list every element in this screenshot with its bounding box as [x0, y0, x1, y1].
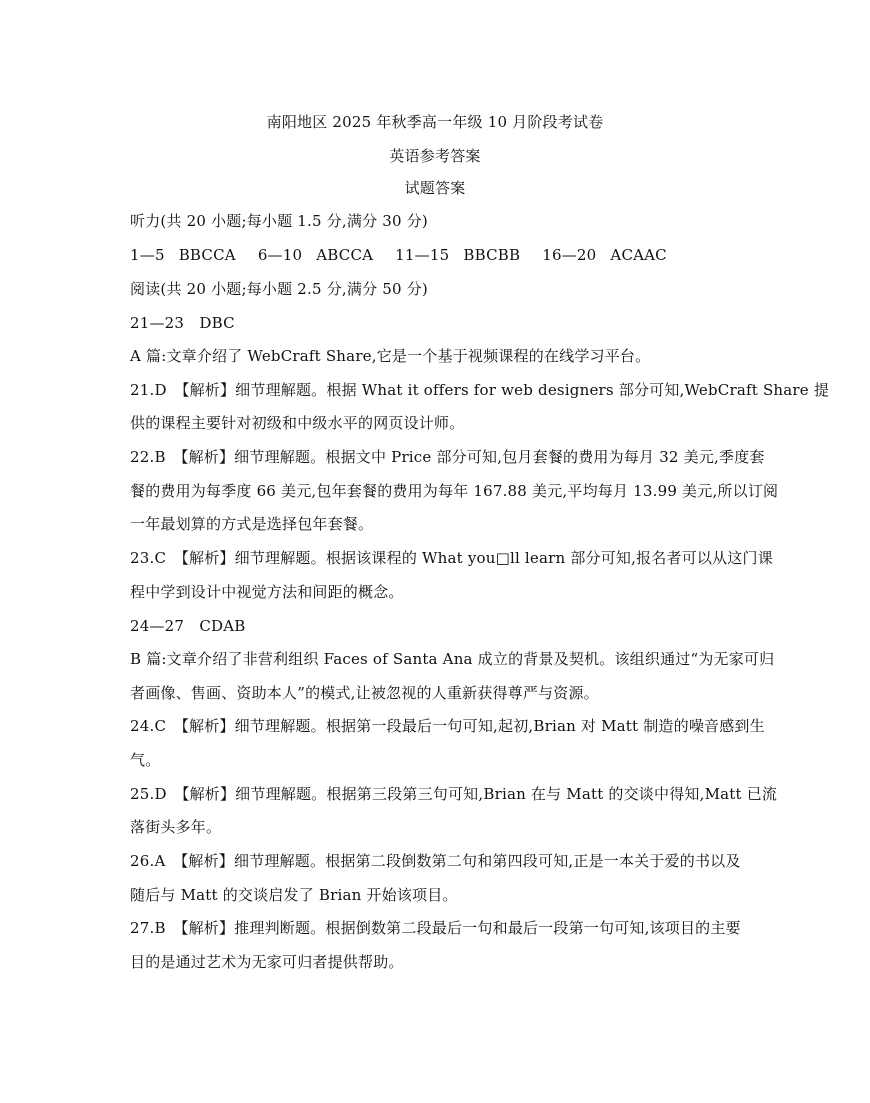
explanation-line: 气。	[130, 751, 161, 769]
passage-summary: A 篇:文章介绍了 WebCraft Share,它是一个基于视频课程的在线学习平台。	[130, 347, 651, 365]
explanation-line: 餐的费用为每季度 66 美元,包年套餐的费用为每年 167.88 美元,平均每月 13.99 美元,所以订阅	[130, 482, 779, 500]
explanation-line: 目的是通过艺术为无家可归者提供帮助。	[130, 953, 404, 971]
explanation-line: 落街头多年。	[130, 818, 222, 836]
passage-summary: 者画像、售画、资助本人”的模式,让被忽视的人重新获得尊严与资源。	[130, 684, 599, 702]
answer-range-line: 21—23 DBC	[130, 314, 235, 332]
explanation-line: 22.B 【解析】细节理解题。根据文中 Price 部分可知,包月套餐的费用为每月 32 美元,季度套	[130, 448, 765, 466]
answer-key: BBCCA	[178, 246, 236, 264]
explanation-line: 随后与 Matt 的交谈启发了 Brian 开始该项目。	[130, 886, 458, 904]
explanation-line: 供的课程主要针对初级和中级水平的网页设计师。	[130, 414, 465, 432]
reading-heading: 阅读(共 20 小题;每小题 2.5 分,满分 50 分)	[130, 280, 428, 298]
answer-key: ACAAC	[610, 246, 667, 264]
explanation-line: 24.C 【解析】细节理解题。根据第一段最后一句可知,起初,Brian 对 Matt 制造的噪音感到生	[130, 717, 765, 735]
answer-range-line: 24—27 CDAB	[130, 617, 246, 635]
explanation-line: 26.A 【解析】细节理解题。根据第二段倒数第二句和第四段可知,正是一本关于爱的书以及	[130, 852, 741, 870]
explanation-line: 程中学到设计中视觉方法和间距的概念。	[130, 583, 404, 601]
document-title: 南阳地区 2025 年秋季高一年级 10 月阶段考试卷	[266, 113, 604, 131]
explanation-line: 25.D 【解析】细节理解题。根据第三段第三句可知,Brian 在与 Matt 的交谈中得知,Matt 已流	[130, 785, 778, 803]
answer-key: BBCBB	[463, 246, 521, 264]
passage-summary: B 篇:文章介绍了非营利组织 Faces of Santa Ana 成立的背景及契机。该组织通过“为无家可归	[130, 650, 775, 668]
explanation-line: 27.B 【解析】推理判断题。根据倒数第二段最后一句和最后一段第一句可知,该项目的主要	[130, 919, 741, 937]
document-subtitle: 英语参考答案	[389, 147, 481, 165]
explanation-line: 一年最划算的方式是选择包年套餐。	[130, 515, 374, 533]
explanation-line: 21.D 【解析】细节理解题。根据 What it offers for web designers 部分可知,WebCraft Share 提	[130, 381, 830, 399]
explanation-line: 23.C 【解析】细节理解题。根据该课程的 What you□ll learn 部分可知,报名者可以从这门课	[130, 549, 773, 567]
answer-range: 11—15	[395, 246, 450, 264]
answer-range: 6—10	[257, 246, 303, 264]
answer-key: ABCCA	[316, 246, 374, 264]
listening-answer-row	[130, 246, 742, 264]
section-heading: 试题答案	[404, 179, 466, 197]
answer-range: 1—5	[130, 246, 165, 264]
listening-heading: 听力(共 20 小题;每小题 1.5 分,满分 30 分)	[130, 212, 428, 230]
answer-range: 16—20	[542, 246, 597, 264]
